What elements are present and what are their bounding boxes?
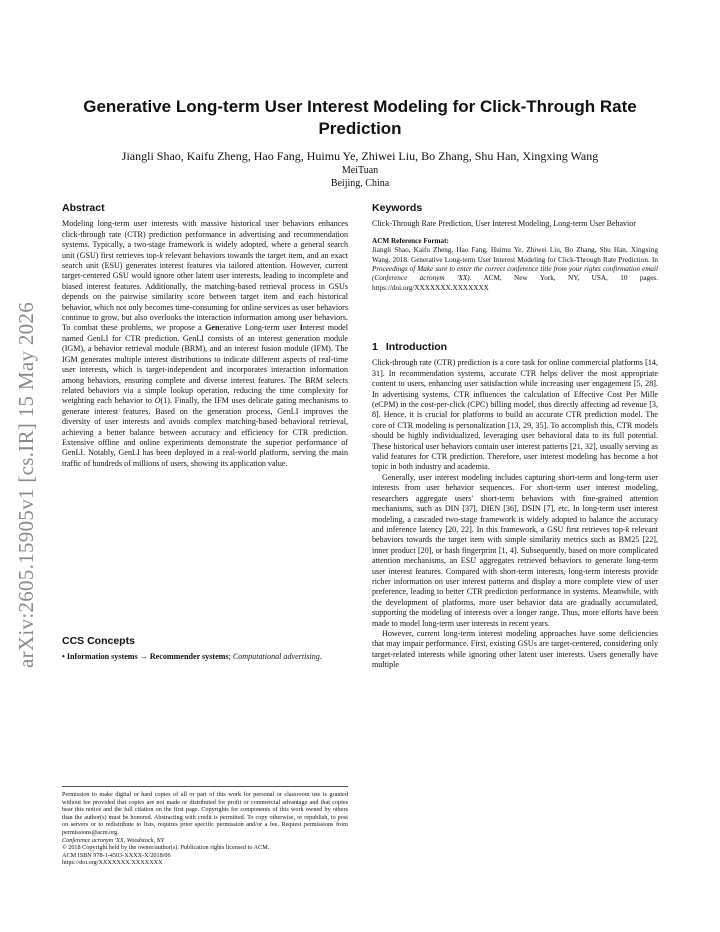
ccs-concept-bold: Information systems → Recommender systems — [66, 652, 229, 662]
section-number: 1 — [372, 341, 378, 353]
acm-reference-text — [372, 246, 658, 293]
ccs-end: . — [319, 652, 322, 662]
abstract-section — [62, 203, 348, 469]
abstract-text-part: erative Long-term user — [219, 323, 300, 333]
footnote-isbn: ACM ISBN 978-1-4503-XXXX-X/2018/06 — [62, 851, 171, 859]
keywords-text: Click-Through Rate Prediction, User Interest Modeling, Long-term User Behavior — [372, 219, 636, 229]
abstract-bold-i: I — [299, 323, 303, 333]
abstract-italic-o: O — [154, 396, 161, 406]
paper-title: Generative Long-term User Interest Modeling for Click-Through Rate Prediction — [83, 97, 637, 138]
footnote-permission: Permission to make digital or hard copies of all or part of this work for personal or classroom use is granted without fee provided that copies are not made or distributed for profit or commercial advantage and that copies bear this notice and the full citation on the first page. Copyrights for components of this work owned by others than the author(s) must be honored. Abstracting with credit is permitted. To copy otherwise, or republish, to post on servers or to redistribute to lists, requires prior specific permission and/or a fee. Request permissions from permissions@acm.org. — [62, 791, 348, 836]
ccs-text — [62, 652, 348, 662]
acm-reference-heading: ACM Reference Format: — [372, 236, 449, 245]
author-list: Jiangli Shao, Kaifu Zheng, Hao Fang, Huimu Ye, Zhiwei Liu, Bo Zhang, Shu Han, Xingxing Wang — [121, 149, 599, 163]
keywords-section — [372, 203, 658, 293]
introduction-heading — [372, 342, 658, 352]
ccs-bullet: • — [62, 652, 67, 662]
abstract-text — [62, 219, 348, 469]
affiliation-org: MeiTuan — [341, 165, 379, 176]
intro-paragraph-1: Click-through rate (CTR) prediction is a core task for online commercial platforms [14, 31]. In recommendation systems, accurate CTR helps deliver the most appropriate content to users, enhancing user satisfaction while increasing user engagement [5, 28]. In advertising systems, CTR influences the calculation of Effective Cost Per Mille (eCPM) in the cost-per-click (CPC) billing model, thus directly affecting ad revenue [3, 8]. Hence, it is crucial for platforms to build an accurate CTR prediction model. The core of CTR modeling is personalization [13, 29, 35]. To accomplish this, CTR models should be highly individualized, leveraging user behavioral data to its full potential. These historical user behaviors contain user interest patterns [21, 32], usually serving as valid features for CTR prediction. Therefore, user interest modeling has become a hot topic in both industry and academia. — [372, 358, 658, 472]
intro-p2-part: relevant behaviors towards the target item with simple similarity metrics such as BM25 [22], inner product [20], or hash fingerprint [1, 4]. Subsequently, based on more complicated attention mechanisms, an ESU aggregates retrieved behaviors to generate long-term user interest features. Compared with short-term interests, long-term interests provide richer information on user interest patterns and display a more complete view of user preference, leading to better CTR prediction performance in systems. Meanwhile, with the development of platforms, more user behavior data are gradually accumulated, supporting the modeling of interests over a longer range. Thus, more efforts have been made to model long-term user interests in recent years. — [372, 524, 658, 628]
acm-reference-part: . ACM, New York, NY, USA, 10 pages. https://doi.org/XXXXXXX.XXXXXXX — [372, 274, 659, 292]
intro-paragraph-3: However, current long-term interest modeling approaches have some deficiencies that may impair performance. First, existing GSUs are target-centered, considering only target-related interests while ignoring other latent user interests. Users generally have multiple — [372, 628, 658, 670]
abstract-bold-gen: Gen — [205, 323, 220, 333]
abstract-text-part: nterest model named GenLI for CTR prediction. GenLI consists of an interest generation module (IGM), a behavior retrieval module (BRM), and an interest fusion module (IFM). The IGM generates multiple interest distributions to indicate different aspects of real-time user interests, which is target-independent and incorporates interaction information among behaviors, ensuring complete and diverse interest features. The BRM selects related behaviors via a simple lookup operation, reducing the time complexity for weighting each behavior to — [62, 323, 349, 406]
footnote-conference — [62, 837, 348, 845]
keywords-heading: Keywords — [372, 202, 423, 214]
permission-footnote — [62, 786, 348, 867]
intro-p2-part: Generally, user interest modeling includes capturing short-term and long-term user interests from user behavior sequences. For short-term user interest modeling, researchers aggregate users' short-term behaviors with fine-grained attention mechanisms, such as DIN [37], DIEN [36], DSIN [7], etc. In long-term user interest modeling, a cascaded two-stage framework is widely adopted to balance the accuracy and inference latency [20, 22]. In this framework, a GSU first retrieves top- — [372, 472, 658, 534]
intro-p2-italic-k: k — [625, 524, 630, 534]
acm-reference-part: Jiangli Shao, Kaifu Zheng, Hao Fang, Huimu Ye, Zhiwei Liu, Bo Zhang, Shu Han, Xingxing Wang. 2018. Generative Long-term User Interest Modeling for Click-Through Rate Prediction. In — [372, 246, 658, 264]
abstract-text-part: (1). Finally, the IFM uses delicate gating mechanisms to generate interest features. Based on the generation process, GenLI improves the diversity of user interests and avoids complex matching-based behavioral retrieval, achieving a better balance between accuracy and efficiency for CTR prediction. Extensive offline and online experiments demonstrate the superior performance of GenLI. Notably, GenLI has been deployed in a real-world platform, serving the main traffic of hundreds of millions of users, showing its application value. — [62, 396, 349, 468]
section-title: Introduction — [385, 341, 448, 353]
ccs-section — [62, 636, 348, 663]
ccs-heading: CCS Concepts — [62, 635, 135, 647]
footnote-copyright: © 2018 Copyright held by the owner/author(s). Publication rights licensed to ACM. — [62, 844, 270, 852]
introduction-section — [372, 342, 658, 671]
ccs-separator: ; — [228, 652, 233, 662]
intro-paragraph-2 — [372, 473, 658, 629]
footnote-conference-text: Conference acronym 'XX, Woodstock, NY — [62, 836, 165, 844]
abstract-italic-k: k — [159, 250, 163, 260]
abstract-text-part: Modeling long-term user interests with massive historical user behaviors enhances click-through rate (CTR) prediction performance in advertising and recommendation systems. Typically, a two-stage framework is widely adopted, where a general search unit (GSU) first retrieves top- — [62, 219, 348, 260]
abstract-heading: Abstract — [62, 202, 105, 214]
abstract-text-part: relevant behaviors towards the target item, and an exact search unit (ESU) generates interest features via tailored attention. However, current target-centered GSU would ignore other latent user interests, leading to incomplete and biased interest features. Additionally, the matching-based retrieval process in GSUs depends on the pairwise similarity score between target item and each historical behavior, which not only becomes time-consuming for online services as user behaviors continue to grow, but also overlooks the interaction information among user behaviors. To combat these problems, we propose a — [62, 250, 348, 333]
ccs-concept-italic: Computational advertising — [232, 652, 320, 662]
acm-reference-italic: Proceedings of Make sure to enter the correct conference title from your rights confirmation email (Conference acronym 'XX) — [372, 265, 658, 283]
affiliation-location: Beijing, China — [330, 178, 390, 189]
arxiv-identifier: arXiv:2605.15905v1 [cs.IR] 15 May 2026 — [14, 301, 38, 668]
footnote-doi[interactable]: https://doi.org/XXXXXXX.XXXXXXX — [62, 859, 163, 867]
